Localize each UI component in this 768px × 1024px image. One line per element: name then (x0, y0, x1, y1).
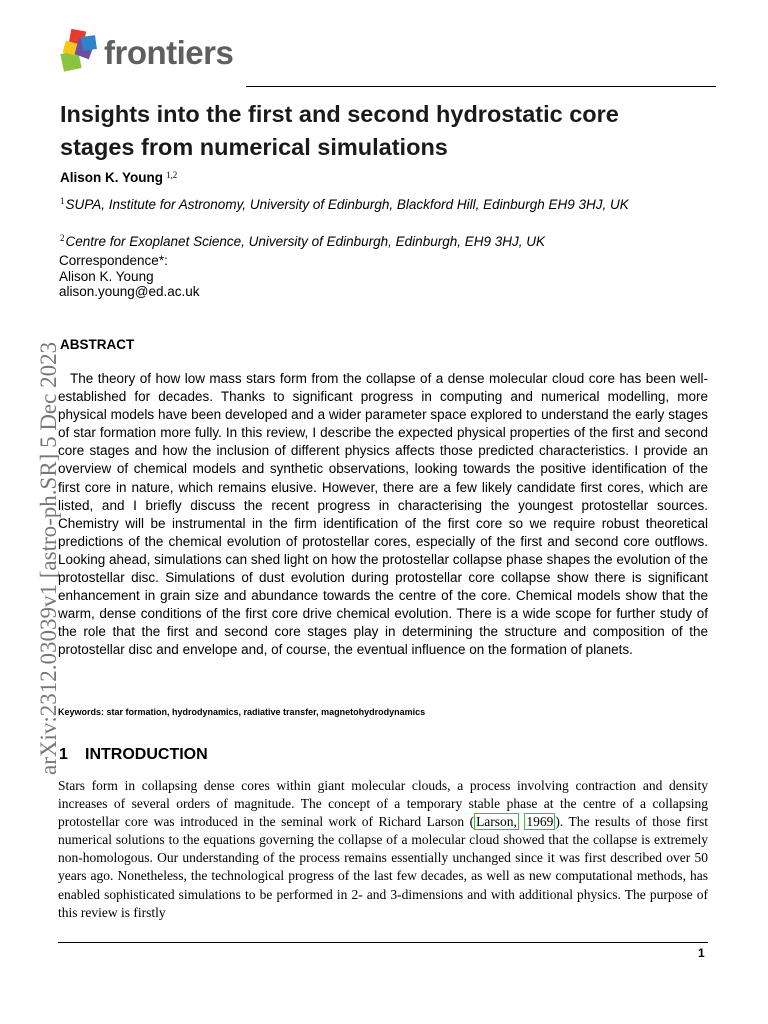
header-rule (246, 86, 716, 87)
intro-text-before: Stars form in collapsing dense cores within giant molecular clouds, a process involving contraction and density increases of several orders of magnitude. The concept of a temporary stable phase at the centre of a collapsing protostellar core was introduced in the seminal work of Richard Larson ( (58, 778, 708, 830)
introduction-paragraph (58, 777, 708, 922)
page-number: 1 (698, 946, 705, 960)
arxiv-stamp: arXiv:2312.03039v1 [astro-ph.SR] 5 Dec 2023 (36, 341, 61, 775)
affiliation-mark: 2 (60, 233, 65, 243)
abstract-text: The theory of how low mass stars form from the collapse of a dense molecular cloud core has been well-established for decades. Thanks to significant progress in computing and numerical modelling, more physical models have been developed and a wider parameter space explored to understand the early stages of star formation more fully. In this review, I describe the expected physical properties of the first and second core stages and how the inclusion of different physics affects those predicted characteristics. I provide an overview of chemical models and synthetic observations, looking towards the positive identification of the first core in nature, which remains elusive. However, there are a few likely candidate first cores, which are listed, and I briefly discuss the recent progress in characterising the youngest protostellar sources. Chemistry will be instrumental in the firm identification of the first core so we require robust theoretical predictions of the chemical evolution of protostellar cores, especially of the first and second core outflows. Looking ahead, simulations can shed light on how the protostellar collapse phase shapes the evolution of the protostellar disc. Simulations of dust evolution during protostellar core collapse show there is significant enhancement in grain size and abundance towards the centre of the core. Chemical models show that the warm, dense conditions of the first core drive chemical evolution. There is a wide scope for further study of the role that the first and second core stages play in determining the structure and composition of the protostellar disc and envelope and, of course, the eventual influence on the formation of planets. (58, 371, 708, 658)
author-affil-marks: 1,2 (166, 170, 178, 180)
keywords-line: Keywords: star formation, hydrodynamics, radiative transfer, magnetohydrodynamics (58, 707, 426, 717)
footer-rule (58, 942, 708, 943)
affiliation-mark: 1 (60, 196, 65, 206)
affiliation-2 (60, 229, 660, 251)
paper-title: Insights into the first and second hydrostatic core stages from numerical simulations (60, 101, 619, 160)
correspondence-name: Alison K. Young (59, 268, 154, 284)
frontiers-logo-text: frontiers (104, 34, 234, 71)
affiliation-1 (60, 192, 660, 214)
correspondence-label: Correspondence*: (59, 253, 168, 268)
frontiers-logo-mark (58, 28, 104, 78)
section-title: INTRODUCTION (85, 746, 208, 763)
correspondence-block (59, 253, 200, 300)
correspondence-email[interactable]: alison.young@ed.ac.uk (59, 284, 200, 299)
abstract-heading: ABSTRACT (60, 337, 135, 352)
affiliation-text: Centre for Exoplanet Science, University of Edinburgh, Edinburgh, EH9 3HJ, UK (65, 234, 545, 249)
author-line (60, 170, 177, 185)
section-number: 1 (59, 746, 68, 763)
citation-link-author[interactable]: Larson, (476, 814, 517, 830)
section-heading-introduction (59, 746, 208, 764)
author-name: Alison K. Young (60, 170, 163, 185)
citation-link-year[interactable]: 1969 (526, 814, 554, 830)
affiliation-text: SUPA, Institute for Astronomy, University of Edinburgh, Blackford Hill, Edinburgh EH9 3HJ, UK (65, 197, 629, 212)
intro-text-after: ). The results of those first numerical solutions to the equations governing the collapse of a molecular cloud showed that the collapse is extremely non-homologous. Our understanding of the process remains essentially unchanged since it was first described over 50 years ago. Nonetheless, the technological progress of the last few decades, as well as new computational methods, has enabled sophisticated simulations to be performed in 2- and 3-dimensions and with additional physics. The purpose of this review is firstly (58, 814, 708, 920)
